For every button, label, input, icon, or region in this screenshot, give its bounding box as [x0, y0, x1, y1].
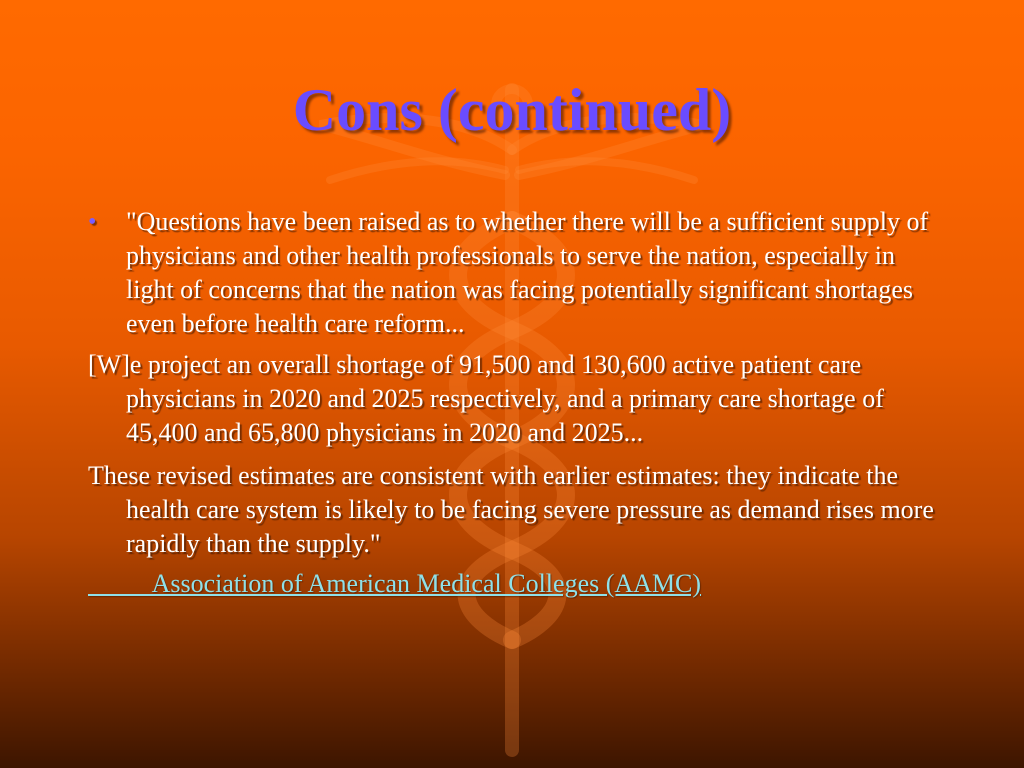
- quote-paragraph-2: [88, 348, 948, 450]
- paragraph-text: These revised estimates are consistent with earlier estimates: they indicate the health care system is likely to be facing severe pressure as demand rises more rapidly than the supply.": [88, 461, 934, 558]
- paragraph-text: "Questions have been raised as to whether there will be a sufficient supply of physicians and other health professionals to serve the nation, especially in light of concerns that the nation was facing potentially significant shortages even before health care reform...: [126, 207, 929, 338]
- source-line: [88, 567, 948, 601]
- bullet-icon: •: [88, 209, 97, 235]
- quote-paragraph-1: [88, 205, 948, 341]
- slide-title: Cons (continued): [292, 77, 732, 143]
- quote-paragraph-3: [88, 459, 948, 561]
- paragraph-text: [W]e project an overall shortage of 91,500 and 130,600 active patient care physicians in 2020 and 2025 respectively, and a primary care shortage of 45,400 and 65,800 physicians in 2020 and 2025...: [88, 350, 884, 447]
- slide-body: [88, 205, 948, 601]
- source-link[interactable]: Association of American Medical Colleges (AAMC): [88, 569, 702, 598]
